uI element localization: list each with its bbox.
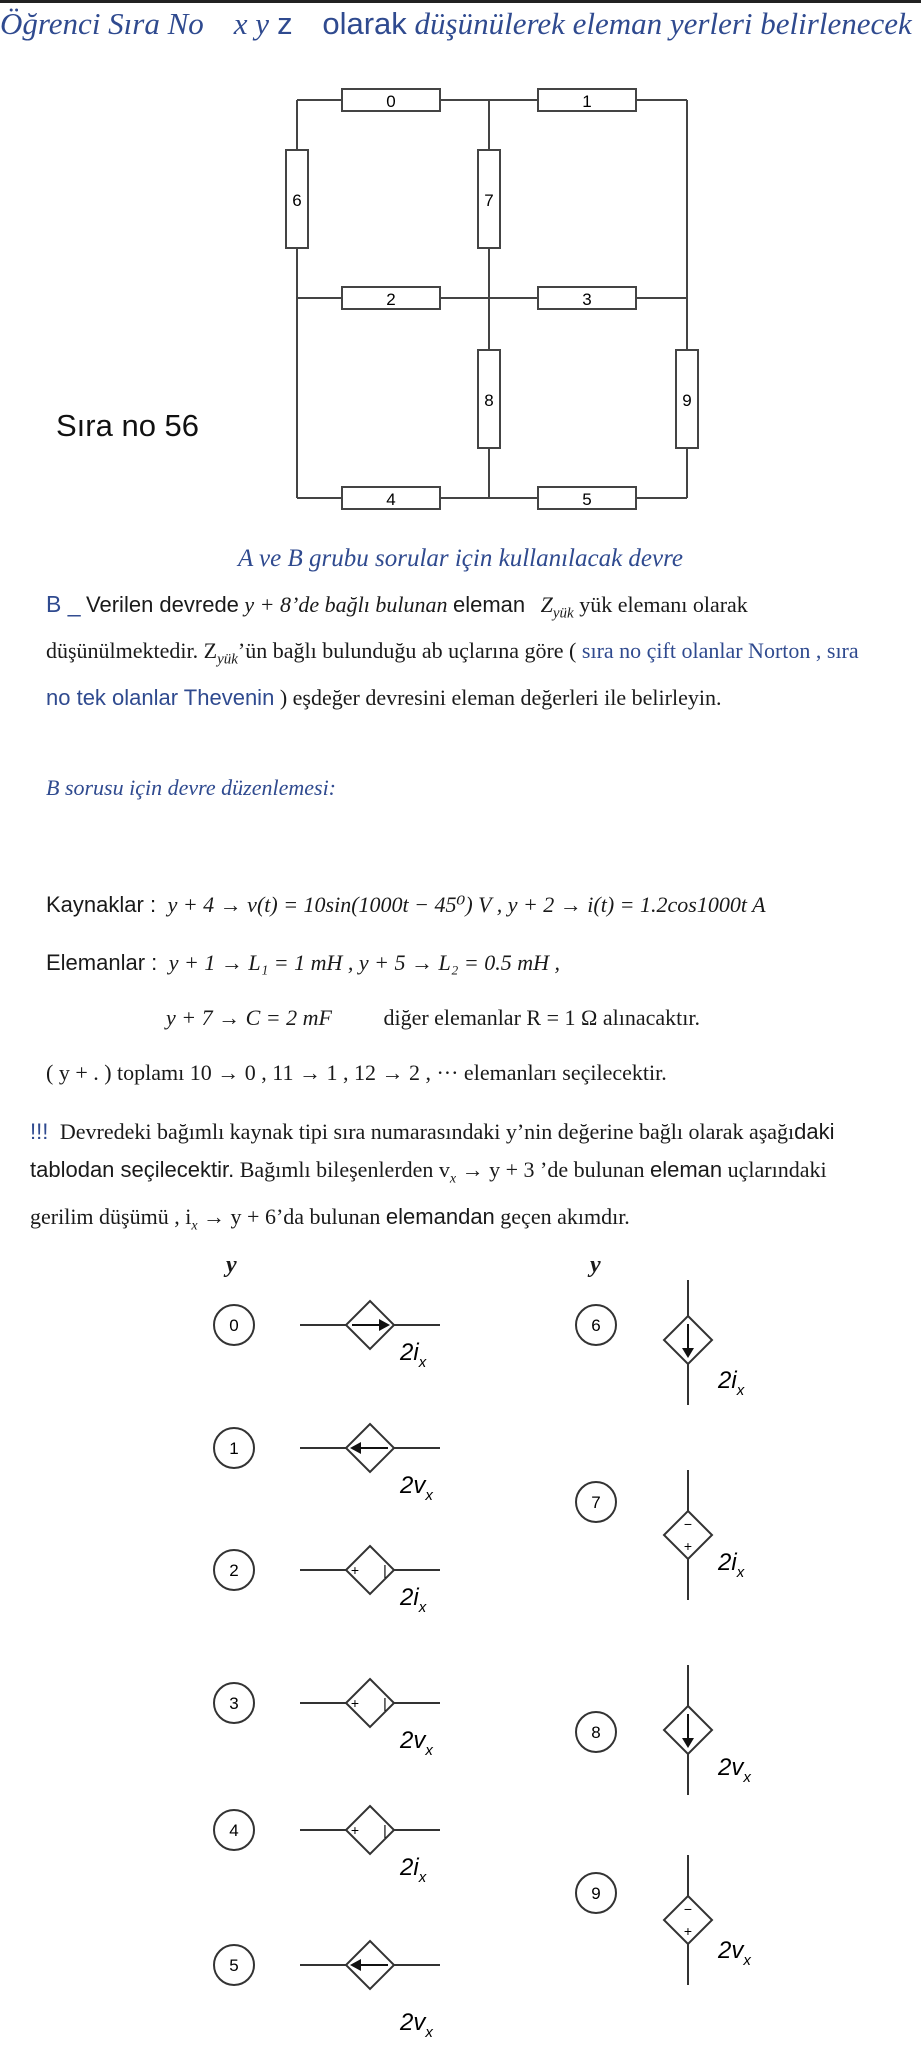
question-b-t1: Verilen devrede	[86, 592, 239, 617]
elemanlar-line	[46, 950, 560, 976]
title-suffix: düşünülerek eleman yerleri belirlenecek	[414, 6, 912, 41]
element-4	[342, 487, 440, 509]
dep-source-right-6	[576, 1280, 745, 1405]
warning-p3a: gerilim düşümü , i	[30, 1204, 192, 1230]
elemanlar-text1: y + 1 → L₁ = 1 mH , y + 5 → L₂ = 0.5 mH ,	[168, 950, 561, 975]
question-b-t2: y + 8’de bağlı bulunan	[244, 592, 448, 617]
warning-p3b: → y + 6’da bulunan	[203, 1204, 381, 1230]
dependent-source-table	[0, 1280, 921, 2040]
svg-text:4: 4	[386, 490, 396, 509]
question-b-t7: ’ün bağlı bulunduğu ab uçlarına göre (	[237, 638, 577, 664]
svg-text:5: 5	[582, 490, 592, 509]
question-b-t9: no tek olanlar Thevenin	[46, 684, 275, 710]
warning-p1b: daki	[794, 1119, 835, 1144]
kaynaklar-text: y + 4 → v(t) = 10sin(1000t − 45⁰) V , y + 2 → i(t) = 1.2cos1000t A	[167, 892, 766, 917]
top-border	[0, 0, 921, 3]
question-b-label: B _	[46, 591, 81, 617]
dep-source-left-4	[214, 1806, 440, 1886]
dep-source-left-3	[214, 1679, 440, 1759]
y-header-right: y	[590, 1252, 601, 1278]
dep-source-left-5	[214, 1941, 440, 2040]
svg-text:8: 8	[484, 391, 494, 410]
dep-source-right-7	[576, 1470, 745, 1600]
title-olarak: olarak	[322, 6, 407, 41]
dep-source-number-7: 7	[591, 1493, 601, 1512]
y-header-left: y	[226, 1252, 237, 1278]
warning-paragraph	[30, 1113, 920, 1246]
kaynaklar-label: Kaynaklar :	[46, 892, 157, 917]
dep-source-number-6: 6	[591, 1316, 601, 1335]
dep-source-left-0	[214, 1301, 440, 1371]
circuit-diagram	[270, 80, 700, 510]
warning-p3c: elemandan	[385, 1204, 495, 1230]
warning-p2a: tablodan seçilecektir.	[30, 1157, 235, 1182]
dep-source-label-1: $2v_x$	[400, 1472, 433, 1504]
element-3	[538, 287, 636, 309]
elemanlar-line-2	[166, 1005, 700, 1031]
kaynaklar-line	[46, 892, 766, 918]
elemanlar-text2: y + 7 → C = 2 mF	[166, 1005, 332, 1030]
dep-source-label-8: $2v_x$	[718, 1754, 751, 1786]
question-b-t6: düşünülmektedir. Z	[46, 638, 218, 664]
dep-source-right-8	[576, 1665, 751, 1795]
svg-text:+: +	[350, 1822, 360, 1838]
svg-text:+: +	[350, 1695, 360, 1711]
element-1	[538, 89, 636, 111]
warning-p2sub: x	[449, 1171, 457, 1187]
circuit-caption: A ve B grubu sorular için kullanılacak devre	[237, 545, 684, 572]
svg-text:|: |	[383, 1822, 387, 1838]
dep-source-number-2: 2	[229, 1561, 239, 1580]
svg-text:|: |	[383, 1562, 387, 1578]
svg-text:−: −	[683, 1516, 693, 1532]
dep-source-right-9	[576, 1855, 751, 1985]
svg-text:2: 2	[386, 290, 396, 309]
element-6	[286, 150, 308, 248]
question-b-t4sub: yük	[552, 605, 574, 622]
question-b-t4: Z	[540, 592, 553, 617]
b-heading-text: B sorusu için devre düzenlemesi:	[46, 775, 337, 800]
svg-text:−: −	[683, 1901, 693, 1917]
warning-p3sub: x	[191, 1218, 198, 1234]
dep-source-label-3: $2v_x$	[400, 1727, 433, 1759]
svg-text:0: 0	[386, 92, 396, 111]
dep-source-number-3: 3	[229, 1694, 239, 1713]
question-b-t5: yük elemanı olarak	[579, 592, 748, 617]
element-7	[478, 150, 500, 248]
dep-source-label-2: $2i_x$	[400, 1584, 427, 1616]
dep-source-label-7: $2i_x$	[718, 1549, 745, 1581]
dep-source-left-2	[214, 1546, 440, 1616]
svg-text:6: 6	[292, 191, 302, 210]
svg-text:|: |	[383, 1695, 387, 1711]
warning-p2b: Bağımlı bileşenlerden v	[239, 1157, 450, 1182]
dep-source-number-0: 0	[229, 1316, 239, 1335]
dep-source-label-5: $2v_x$	[400, 2009, 433, 2040]
element-5	[538, 487, 636, 509]
elemanlar-text3: diğer elemanlar R = 1 Ω alınacaktır.	[383, 1005, 700, 1030]
question-b-t6sub: yük	[217, 651, 238, 668]
question-b-t10: ) eşdeğer devresini eleman değerleri ile belirleyin.	[279, 684, 722, 710]
toplam-text: ( y + . ) toplamı 10 → 0 , 11 → 1 , 12 → 2 , ··· elemanları seçilecektir.	[46, 1060, 667, 1085]
svg-text:1: 1	[582, 92, 592, 111]
element-9	[676, 350, 698, 448]
dep-source-number-8: 8	[591, 1723, 601, 1742]
warning-p2d: eleman	[650, 1157, 723, 1182]
element-0	[342, 89, 440, 111]
title-prefix: Öğrenci Sıra No	[0, 6, 204, 41]
dep-source-label-9: $2v_x$	[718, 1937, 751, 1969]
dep-source-number-4: 4	[229, 1821, 239, 1840]
dep-source-number-5: 5	[229, 1956, 239, 1975]
student-number: Sıra no 56	[56, 408, 200, 443]
question-b	[46, 585, 921, 717]
dep-source-number-9: 9	[591, 1884, 601, 1903]
toplam-line	[46, 1060, 667, 1086]
page-title	[0, 6, 912, 42]
svg-text:3: 3	[582, 290, 592, 309]
title-z: z	[277, 6, 293, 41]
dep-source-left-1	[214, 1424, 440, 1504]
svg-text:9: 9	[682, 391, 692, 410]
dep-source-number-1: 1	[229, 1439, 239, 1458]
elemanlar-label: Elemanlar :	[46, 950, 158, 975]
svg-text:7: 7	[484, 191, 494, 210]
warning-p2e: uçlarındaki	[727, 1157, 827, 1182]
warning-p2c: → y + 3 ’de bulunan	[461, 1157, 645, 1182]
svg-text:+: +	[350, 1562, 360, 1578]
svg-text:+: +	[683, 1538, 693, 1554]
question-b-t3: eleman	[452, 592, 526, 617]
b-heading	[46, 775, 336, 801]
title-xy: x y	[233, 6, 270, 41]
svg-text:+: +	[683, 1923, 693, 1939]
question-b-t8: sıra no çift olanlar Norton , sıra	[581, 638, 859, 664]
dep-source-label-0: $2i_x$	[400, 1339, 427, 1371]
warning-p1: Devredeki bağımlı kaynak tipi sıra numarasındaki y’nin değerine bağlı olarak aşağı	[59, 1119, 795, 1144]
dep-source-label-6: $2i_x$	[718, 1367, 745, 1399]
element-8	[478, 350, 500, 448]
warning-marks: !!!	[30, 1119, 49, 1144]
element-2	[342, 287, 440, 309]
dep-source-label-4: $2i_x$	[400, 1854, 427, 1886]
warning-p3d: geçen akımdır.	[500, 1204, 630, 1230]
